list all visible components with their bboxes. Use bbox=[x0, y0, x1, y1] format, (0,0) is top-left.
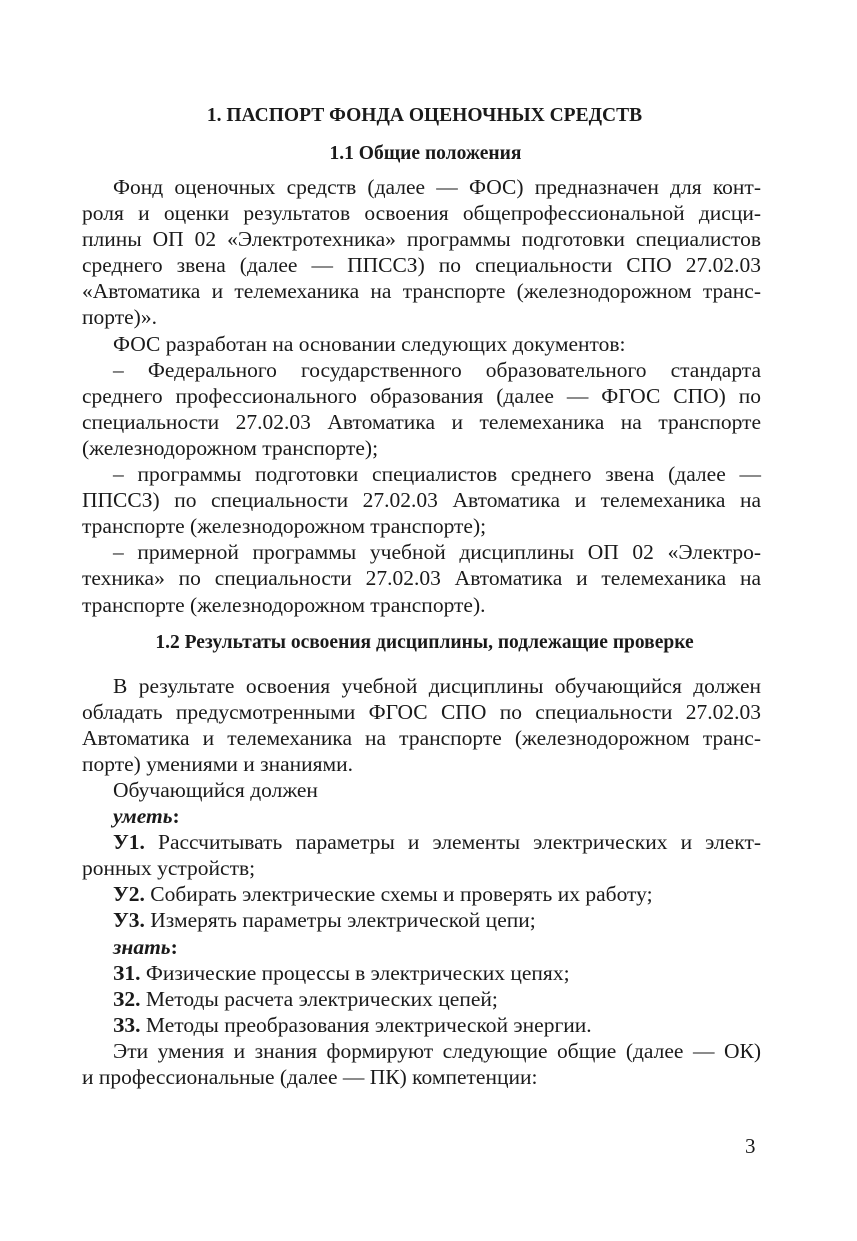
skill-code: У2. bbox=[113, 882, 145, 907]
text-line: роля и оценки результатов освоения общепрофессиональной дисци- bbox=[82, 201, 761, 226]
knowledge-code: З3. bbox=[113, 1012, 141, 1037]
paragraph-student-must: Обучающийся должен bbox=[113, 777, 318, 802]
knowledge-code: З2. bbox=[113, 986, 141, 1011]
text-line: – программы подготовки специалистов среднего звена (далее — bbox=[113, 462, 761, 487]
text-line: «Автоматика и телемеханика на транспорте (железнодорожном транс- bbox=[82, 279, 761, 304]
text-line: – Федерального государственного образовательного стандарта bbox=[113, 357, 761, 382]
skill-code: У3. bbox=[113, 908, 145, 933]
document-page bbox=[82, 100, 761, 1090]
text-line: плины ОП 02 «Электротехника» программы подготовки специалистов bbox=[82, 227, 761, 252]
paragraph-fos-purpose bbox=[82, 174, 761, 331]
text-line: ронных устройств; bbox=[82, 856, 256, 881]
knowledge-label: знать: bbox=[113, 934, 178, 959]
text-line: В результате освоения учебной дисциплины обучающийся должен bbox=[113, 673, 761, 698]
text-line: специальности 27.02.03 Автоматика и телемеханика на транспорте bbox=[82, 409, 761, 434]
text-line: транспорте (железнодорожном транспорте); bbox=[82, 514, 487, 539]
skill-code: У1. bbox=[113, 830, 145, 855]
knowledge-code: З1. bbox=[113, 960, 141, 985]
subsection-title-general: 1.1 Общие положения bbox=[329, 143, 522, 164]
skill-item-u2: У2. Собирать электрические схемы и проверять их работу; bbox=[113, 882, 653, 907]
knowledge-item-z1: З1. Физические процессы в электрических цепях; bbox=[113, 960, 570, 985]
text-line: порте) умениями и знаниями. bbox=[82, 751, 354, 776]
text-line: – примерной программы учебной дисциплины ОП 02 «Электро- bbox=[113, 540, 761, 565]
text-line: обладать предусмотренными ФГОС СПО по специальности 27.02.03 bbox=[82, 699, 761, 724]
text-line: Автоматика и телемеханика на транспорте (железнодорожном транс- bbox=[82, 725, 761, 750]
list-item-fgos bbox=[82, 357, 761, 461]
text-line: (железнодорожном транспорте); bbox=[82, 435, 379, 460]
skills-label: уметь: bbox=[113, 804, 180, 829]
paragraph-results bbox=[82, 673, 761, 777]
text-line: среднего звена (далее — ППССЗ) по специальности СПО 27.02.03 bbox=[82, 253, 761, 278]
paragraph-basis: ФОС разработан на основании следующих документов: bbox=[113, 331, 626, 356]
subsection-title-results: 1.2 Результаты освоения дисциплины, подлежащие проверке bbox=[155, 631, 694, 653]
list-item-ppssz bbox=[82, 461, 761, 539]
text-line: Фонд оценочных средств (далее — ФОС) предназначен для конт- bbox=[113, 175, 761, 199]
section-title: 1. ПАСПОРТ ФОНДА ОЦЕНОЧНЫХ СРЕДСТВ bbox=[206, 105, 643, 126]
page-number: 3 bbox=[745, 1134, 756, 1158]
text-line: транспорте (железнодорожном транспорте). bbox=[82, 592, 486, 617]
text-line: техника» по специальности 27.02.03 Автоматика и телемеханика на bbox=[82, 566, 761, 591]
list-item-sample-program bbox=[82, 539, 761, 617]
skill-item-u1 bbox=[82, 829, 761, 881]
text-line: У1. Рассчитывать параметры и элементы электрических и элект- bbox=[113, 830, 761, 855]
text-line: среднего профессионального образования (далее — ФГОС СПО) по bbox=[82, 383, 761, 408]
text-line: порте)». bbox=[82, 305, 157, 330]
knowledge-item-z2: З2. Методы расчета электрических цепей; bbox=[113, 986, 498, 1011]
text-line: Эти умения и знания формируют следующие общие (далее — ОК) bbox=[113, 1038, 761, 1063]
knowledge-item-z3: З3. Методы преобразования электрической энергии. bbox=[113, 1012, 592, 1037]
paragraph-competencies bbox=[82, 1038, 761, 1090]
text-line: и профессиональные (далее — ПК) компетенции: bbox=[82, 1065, 538, 1089]
skill-item-u3: У3. Измерять параметры электрической цепи; bbox=[113, 908, 536, 933]
text-line: ППССЗ) по специальности 27.02.03 Автоматика и телемеханика на bbox=[82, 488, 761, 513]
